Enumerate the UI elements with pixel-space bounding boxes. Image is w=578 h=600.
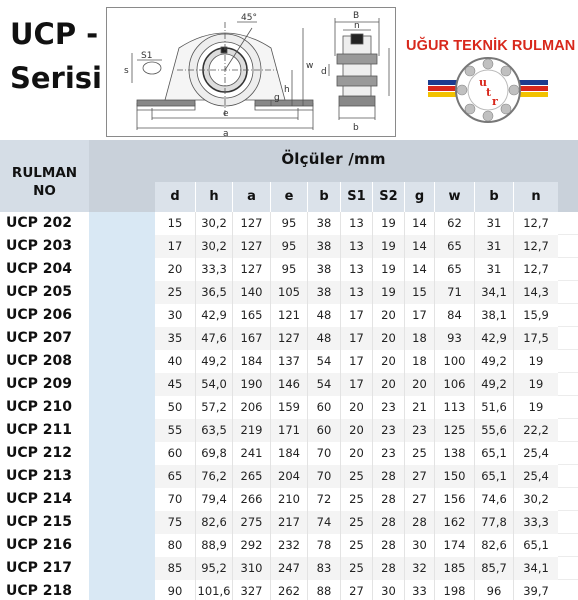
table-cell: 15 xyxy=(404,281,434,304)
table-cell: 262 xyxy=(270,580,307,600)
table-cell: 65,1 xyxy=(474,442,513,465)
label-B: B xyxy=(353,11,360,21)
column-header: S1 xyxy=(340,182,372,212)
table-cell: 217 xyxy=(270,511,307,534)
label-s: s xyxy=(124,66,129,76)
table-cell: 204 xyxy=(270,465,307,488)
table-cell: 70 xyxy=(307,465,340,488)
table-cell: 17,5 xyxy=(513,327,558,350)
table-cell: 167 xyxy=(232,327,270,350)
table-cell: 127 xyxy=(232,258,270,281)
table-row xyxy=(0,235,578,258)
table-cell: 75 xyxy=(167,515,183,529)
table-cell: 171 xyxy=(270,419,307,442)
table-cell: 13 xyxy=(340,281,372,304)
bearing-code: UCP 203 xyxy=(0,235,89,258)
table-cell: 30,2 xyxy=(195,235,232,258)
table-cell: 28 xyxy=(372,465,404,488)
table-cell: 105 xyxy=(270,281,307,304)
row-spacer xyxy=(89,350,155,373)
table-cell: 17 xyxy=(340,350,372,373)
table-cell: 17 xyxy=(340,373,372,396)
table-row xyxy=(0,304,578,327)
table-cell: 85,7 xyxy=(474,557,513,580)
table-cell: 219 xyxy=(232,419,270,442)
table-cell: 72 xyxy=(307,488,340,511)
table-cell: 125 xyxy=(434,419,474,442)
table-cell: 25 xyxy=(167,285,183,299)
table-cell: 185 xyxy=(434,557,474,580)
label-s1: S1 xyxy=(141,51,153,61)
table-cell: 30 xyxy=(404,534,434,557)
table-cell: 17 xyxy=(404,304,434,327)
table-cell: 34,1 xyxy=(474,281,513,304)
table-cell: 101,6 xyxy=(195,580,232,600)
column-header: g xyxy=(404,182,434,212)
table-cell: 60 xyxy=(167,446,183,460)
table-body xyxy=(0,212,578,600)
table-cell: 49,2 xyxy=(474,373,513,396)
table-cell: 70 xyxy=(307,442,340,465)
table-cell: 40 xyxy=(167,354,183,368)
table-cell: 25 xyxy=(340,488,372,511)
table-cell: 69,8 xyxy=(195,442,232,465)
table-cell: 95 xyxy=(270,212,307,235)
table-cell: 20 xyxy=(372,350,404,373)
table-cell: 48 xyxy=(307,304,340,327)
table-cell: 156 xyxy=(434,488,474,511)
table-cell: 21 xyxy=(404,396,434,419)
table-cell: 83 xyxy=(307,557,340,580)
table-cell: 20 xyxy=(404,373,434,396)
bearing-technical-drawing xyxy=(106,7,396,137)
table-cell: 100 xyxy=(434,350,474,373)
table-cell: 12,7 xyxy=(513,235,558,258)
series-title-line1: UCP - xyxy=(10,17,99,51)
table-cell: 54,0 xyxy=(195,373,232,396)
bearing-code: UCP 216 xyxy=(0,534,89,557)
table-cell: 70 xyxy=(167,492,183,506)
table-cell: 25,4 xyxy=(513,442,558,465)
bearing-code: UCP 209 xyxy=(0,373,89,396)
table-cell: 38 xyxy=(307,281,340,304)
table-cell: 18 xyxy=(404,327,434,350)
table-cell: 19 xyxy=(372,235,404,258)
table-cell: 30,2 xyxy=(513,488,558,511)
series-title xyxy=(10,12,105,100)
table-cell: 30 xyxy=(372,580,404,600)
bearing-code: UCP 210 xyxy=(0,396,89,419)
table-cell: 190 xyxy=(232,373,270,396)
table-cell: 30 xyxy=(167,308,183,322)
table-cell: 65 xyxy=(434,258,474,281)
table-row xyxy=(0,396,578,419)
table-cell: 63,5 xyxy=(195,419,232,442)
table-heading: Ölçüler /mm xyxy=(281,150,386,168)
table-row xyxy=(0,327,578,350)
table-row xyxy=(0,488,578,511)
table-cell: 138 xyxy=(434,442,474,465)
table-cell: 82,6 xyxy=(195,511,232,534)
column-headers xyxy=(89,182,578,212)
table-row xyxy=(0,419,578,442)
table-cell: 266 xyxy=(232,488,270,511)
table-cell: 55,6 xyxy=(474,419,513,442)
table-cell: 327 xyxy=(232,580,270,600)
table-row xyxy=(0,212,578,235)
table-cell: 25 xyxy=(340,465,372,488)
table-cell: 32 xyxy=(404,557,434,580)
table-cell: 310 xyxy=(232,557,270,580)
table-cell: 15,9 xyxy=(513,304,558,327)
table-cell: 25,4 xyxy=(513,465,558,488)
table-cell: 47,6 xyxy=(195,327,232,350)
column-header: b xyxy=(474,182,513,212)
bearing-code: UCP 212 xyxy=(0,442,89,465)
table-row xyxy=(0,534,578,557)
table-cell: 140 xyxy=(232,281,270,304)
brand-logo-icon xyxy=(428,56,548,124)
table-cell: 146 xyxy=(270,373,307,396)
table-cell: 77,8 xyxy=(474,511,513,534)
column-header: w xyxy=(434,182,474,212)
row-spacer xyxy=(89,373,155,396)
row-spacer xyxy=(89,304,155,327)
series-title-line2: Serisi xyxy=(10,61,102,95)
table-cell: 206 xyxy=(232,396,270,419)
column-header: b xyxy=(307,182,340,212)
row-spacer xyxy=(89,465,155,488)
table-cell: 159 xyxy=(270,396,307,419)
table-cell: 33,3 xyxy=(195,258,232,281)
table-cell: 65,1 xyxy=(474,465,513,488)
bearing-code: UCP 204 xyxy=(0,258,89,281)
table-cell: 50 xyxy=(167,400,183,414)
table-cell: 38 xyxy=(307,235,340,258)
table-cell: 84 xyxy=(434,304,474,327)
table-cell: 137 xyxy=(270,350,307,373)
table-cell: 74 xyxy=(307,511,340,534)
bearing-code: UCP 214 xyxy=(0,488,89,511)
row-spacer xyxy=(89,396,155,419)
row-spacer xyxy=(89,557,155,580)
table-cell: 54 xyxy=(307,350,340,373)
table-cell: 78 xyxy=(307,534,340,557)
label-e: e xyxy=(223,109,229,119)
table-cell: 25 xyxy=(404,442,434,465)
bearing-code: UCP 215 xyxy=(0,511,89,534)
table-cell: 184 xyxy=(270,442,307,465)
table-cell: 275 xyxy=(232,511,270,534)
table-cell: 95 xyxy=(270,258,307,281)
table-cell: 95,2 xyxy=(195,557,232,580)
table-row xyxy=(0,373,578,396)
table-cell: 39,7 xyxy=(513,580,558,600)
table-cell: 19 xyxy=(513,373,558,396)
table-cell: 42,9 xyxy=(195,304,232,327)
table-cell: 19 xyxy=(513,350,558,373)
table-row xyxy=(0,580,578,600)
label-h: h xyxy=(284,85,290,95)
table-cell: 31 xyxy=(474,212,513,235)
bearing-drawing-svg xyxy=(107,8,397,138)
table-cell: 12,7 xyxy=(513,212,558,235)
table-cell: 93 xyxy=(434,327,474,350)
table-cell: 80 xyxy=(167,538,183,552)
table-cell: 162 xyxy=(434,511,474,534)
table-cell: 74,6 xyxy=(474,488,513,511)
bearing-code: UCP 208 xyxy=(0,350,89,373)
table-cell: 165 xyxy=(232,304,270,327)
table-row xyxy=(0,350,578,373)
table-cell: 49,2 xyxy=(195,350,232,373)
table-cell: 23 xyxy=(372,419,404,442)
table-cell: 49,2 xyxy=(474,350,513,373)
table-cell: 76,2 xyxy=(195,465,232,488)
table-cell: 13 xyxy=(340,212,372,235)
table-cell: 20 xyxy=(340,442,372,465)
table-cell: 106 xyxy=(434,373,474,396)
rowhead-label xyxy=(0,164,89,200)
table-cell: 25 xyxy=(340,534,372,557)
table-cell: 35 xyxy=(167,331,183,345)
table-cell: 22,2 xyxy=(513,419,558,442)
table-cell: 79,4 xyxy=(195,488,232,511)
table-cell: 20 xyxy=(372,304,404,327)
bearing-code: UCP 205 xyxy=(0,281,89,304)
table-cell: 113 xyxy=(434,396,474,419)
table-cell: 17 xyxy=(167,239,183,253)
table-cell: 241 xyxy=(232,442,270,465)
table-cell: 28 xyxy=(372,511,404,534)
table-cell: 28 xyxy=(372,488,404,511)
column-header: d xyxy=(155,182,195,212)
table-cell: 82,6 xyxy=(474,534,513,557)
table-cell: 247 xyxy=(270,557,307,580)
table-cell: 13 xyxy=(340,258,372,281)
table-cell: 27 xyxy=(340,580,372,600)
table-cell: 184 xyxy=(232,350,270,373)
table-cell: 33 xyxy=(404,580,434,600)
table-cell: 38,1 xyxy=(474,304,513,327)
bearing-code: UCP 211 xyxy=(0,419,89,442)
table-cell: 88,9 xyxy=(195,534,232,557)
bearing-code: UCP 207 xyxy=(0,327,89,350)
table-cell: 20 xyxy=(372,327,404,350)
table-cell: 34,1 xyxy=(513,557,558,580)
row-spacer xyxy=(89,281,155,304)
table-cell: 71 xyxy=(434,281,474,304)
table-cell: 60 xyxy=(307,419,340,442)
logo-letter-t: t xyxy=(486,86,492,99)
table-cell: 23 xyxy=(372,396,404,419)
label-b: b xyxy=(353,123,359,133)
label-d: d xyxy=(321,67,327,77)
table-cell: 57,2 xyxy=(195,396,232,419)
table-cell: 20 xyxy=(372,373,404,396)
table-cell: 33,3 xyxy=(513,511,558,534)
table-header xyxy=(0,140,578,212)
table-cell: 42,9 xyxy=(474,327,513,350)
table-cell: 54 xyxy=(307,373,340,396)
table-cell: 14 xyxy=(404,212,434,235)
row-spacer xyxy=(89,511,155,534)
table-row xyxy=(0,465,578,488)
table-cell: 30,2 xyxy=(195,212,232,235)
table-cell: 28 xyxy=(404,511,434,534)
table-cell: 45 xyxy=(167,377,183,391)
table-row xyxy=(0,281,578,304)
table-cell: 19 xyxy=(372,281,404,304)
row-spacer xyxy=(89,442,155,465)
dimensions-table xyxy=(0,140,578,600)
label-g: g xyxy=(274,93,280,103)
row-spacer xyxy=(89,258,155,281)
row-spacer xyxy=(89,327,155,350)
table-cell: 36,5 xyxy=(195,281,232,304)
table-cell: 174 xyxy=(434,534,474,557)
table-cell: 14 xyxy=(404,235,434,258)
table-cell: 20 xyxy=(167,262,183,276)
table-cell: 12,7 xyxy=(513,258,558,281)
table-cell: 27 xyxy=(404,488,434,511)
table-cell: 18 xyxy=(404,350,434,373)
column-header: S2 xyxy=(372,182,404,212)
table-cell: 65 xyxy=(167,469,183,483)
table-row xyxy=(0,557,578,580)
column-header: a xyxy=(232,182,270,212)
row-spacer xyxy=(89,488,155,511)
table-cell: 28 xyxy=(372,557,404,580)
brand-block xyxy=(400,36,578,126)
bearing-code: UCP 218 xyxy=(0,580,89,600)
table-cell: 95 xyxy=(270,235,307,258)
row-spacer xyxy=(89,580,155,600)
bearing-code: UCP 202 xyxy=(0,212,89,235)
table-cell: 150 xyxy=(434,465,474,488)
table-cell: 210 xyxy=(270,488,307,511)
row-spacer xyxy=(89,212,155,235)
table-row xyxy=(0,442,578,465)
table-cell: 90 xyxy=(167,584,183,598)
table-cell: 85 xyxy=(167,561,183,575)
table-cell: 88 xyxy=(307,580,340,600)
table-cell: 65,1 xyxy=(513,534,558,557)
table-cell: 48 xyxy=(307,327,340,350)
row-spacer xyxy=(89,235,155,258)
table-cell: 19 xyxy=(372,212,404,235)
rowhead-line1: RULMAN xyxy=(11,165,78,181)
column-header: n xyxy=(513,182,558,212)
table-cell: 65 xyxy=(434,235,474,258)
table-cell: 127 xyxy=(232,235,270,258)
logo-letter-r: r xyxy=(492,95,498,108)
table-cell: 14 xyxy=(404,258,434,281)
column-header: h xyxy=(195,182,232,212)
label-n: n xyxy=(354,21,360,31)
table-cell: 19 xyxy=(372,258,404,281)
table-cell: 38 xyxy=(307,258,340,281)
table-cell: 198 xyxy=(434,580,474,600)
row-spacer xyxy=(89,419,155,442)
table-cell: 15 xyxy=(167,216,183,230)
label-a: a xyxy=(223,129,229,138)
table-cell: 17 xyxy=(340,327,372,350)
table-cell: 23 xyxy=(372,442,404,465)
table-cell: 23 xyxy=(404,419,434,442)
bearing-code: UCP 213 xyxy=(0,465,89,488)
label-angle: 45° xyxy=(241,13,257,23)
table-row xyxy=(0,511,578,534)
column-header: e xyxy=(270,182,307,212)
table-cell: 27 xyxy=(404,465,434,488)
logo-letter-u: u xyxy=(479,76,487,89)
table-cell: 25 xyxy=(340,557,372,580)
row-spacer xyxy=(89,534,155,557)
table-cell: 60 xyxy=(307,396,340,419)
table-cell: 127 xyxy=(270,327,307,350)
table-cell: 51,6 xyxy=(474,396,513,419)
brand-name: UĞUR TEKNİK RULMAN xyxy=(406,38,576,54)
table-cell: 265 xyxy=(232,465,270,488)
table-cell: 62 xyxy=(434,212,474,235)
table-cell: 28 xyxy=(372,534,404,557)
table-cell: 20 xyxy=(340,419,372,442)
table-cell: 31 xyxy=(474,258,513,281)
label-w: w xyxy=(306,61,314,71)
table-cell: 55 xyxy=(167,423,183,437)
table-cell: 96 xyxy=(474,580,513,600)
table-cell: 38 xyxy=(307,212,340,235)
bearing-code: UCP 206 xyxy=(0,304,89,327)
table-cell: 121 xyxy=(270,304,307,327)
bearing-code: UCP 217 xyxy=(0,557,89,580)
table-cell: 13 xyxy=(340,235,372,258)
table-cell: 25 xyxy=(340,511,372,534)
table-cell: 31 xyxy=(474,235,513,258)
table-cell: 19 xyxy=(513,396,558,419)
table-cell: 20 xyxy=(340,396,372,419)
table-row xyxy=(0,258,578,281)
rowhead-line2: NO xyxy=(33,183,56,199)
table-cell: 17 xyxy=(340,304,372,327)
table-cell: 232 xyxy=(270,534,307,557)
table-cell: 127 xyxy=(232,212,270,235)
table-cell: 292 xyxy=(232,534,270,557)
table-cell: 14,3 xyxy=(513,281,558,304)
